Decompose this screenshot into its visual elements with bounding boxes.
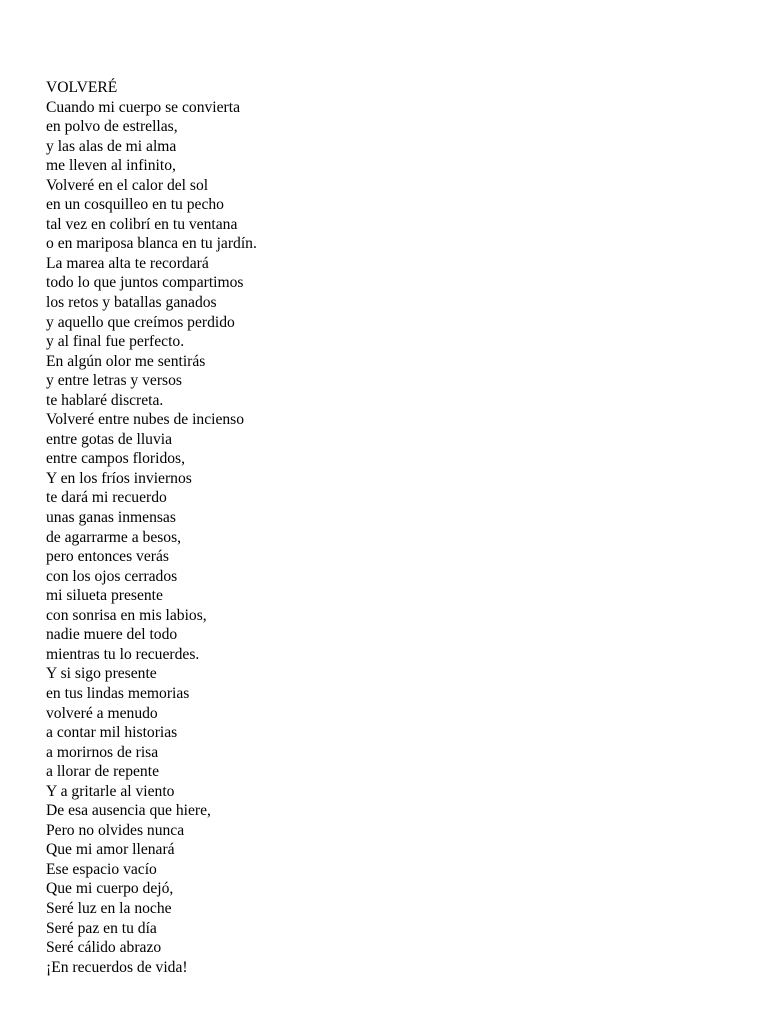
poem-line: Y en los fríos inviernos xyxy=(46,469,192,487)
poem-line: De esa ausencia que hiere, xyxy=(46,802,211,820)
poem-line: Que mi cuerpo dejó, xyxy=(46,880,174,898)
poem-line: pero entonces verás xyxy=(46,548,169,566)
poem-line: y las alas de mi alma xyxy=(46,137,177,155)
poem-line: Que mi amor llenará xyxy=(46,841,175,859)
poem-line: Cuando mi cuerpo se convierta xyxy=(46,98,240,116)
poem-line: tal vez en colibrí en tu ventana xyxy=(46,215,238,233)
poem-body xyxy=(46,78,257,977)
poem-line: todo lo que juntos compartimos xyxy=(46,274,244,292)
poem-line: con los ojos cerrados xyxy=(46,567,178,585)
poem-line: a contar mil historias xyxy=(46,724,178,742)
poem-line: y aquello que creímos perdido xyxy=(46,313,235,331)
poem-line: te hablaré discreta. xyxy=(46,391,164,409)
poem-line: a llorar de repente xyxy=(46,763,159,781)
poem-line: entre campos floridos, xyxy=(46,450,186,468)
poem-line: Pero no olvides nunca xyxy=(46,821,185,839)
poem-line: Y si sigo presente xyxy=(46,665,157,683)
poem-line: La marea alta te recordará xyxy=(46,254,209,272)
poem-line: a morirnos de risa xyxy=(46,743,159,761)
poem-line: Seré cálido abrazo xyxy=(46,939,162,957)
poem-line: nadie muere del todo xyxy=(46,626,178,644)
poem-line: ¡En recuerdos de vida! xyxy=(46,958,188,976)
poem-line: en tus lindas memorias xyxy=(46,684,190,702)
poem-line: Ese espacio vacío xyxy=(46,860,157,878)
poem-title: VOLVERÉ xyxy=(46,79,118,96)
poem-line: en polvo de estrellas, xyxy=(46,118,178,136)
poem-line: te dará mi recuerdo xyxy=(46,489,167,507)
poem-line: mi silueta presente xyxy=(46,587,163,605)
poem-line: mientras tu lo recuerdes. xyxy=(46,645,200,663)
poem-line: de agarrarme a besos, xyxy=(46,528,182,546)
poem-line: Y a gritarle al viento xyxy=(46,782,175,800)
poem-line: con sonrisa en mis labios, xyxy=(46,606,207,624)
poem-line: y al final fue perfecto. xyxy=(46,333,185,351)
poem-line: me lleven al infinito, xyxy=(46,157,176,175)
poem-line: entre gotas de lluvia xyxy=(46,430,173,448)
poem-line: Volveré entre nubes de incienso xyxy=(46,411,245,429)
poem-line: unas ganas inmensas xyxy=(46,509,176,527)
poem-line: En algún olor me sentirás xyxy=(46,352,206,370)
poem-line: Volveré en el calor del sol xyxy=(46,176,209,194)
poem-line: Seré paz en tu día xyxy=(46,919,157,937)
poem-line: en un cosquilleo en tu pecho xyxy=(46,196,224,214)
poem-line: o en mariposa blanca en tu jardín. xyxy=(46,235,257,253)
poem-line: los retos y batallas ganados xyxy=(46,294,217,312)
poem-line: y entre letras y versos xyxy=(46,372,182,390)
poem-line: Seré luz en la noche xyxy=(46,899,172,917)
poem-line: volveré a menudo xyxy=(46,704,158,722)
